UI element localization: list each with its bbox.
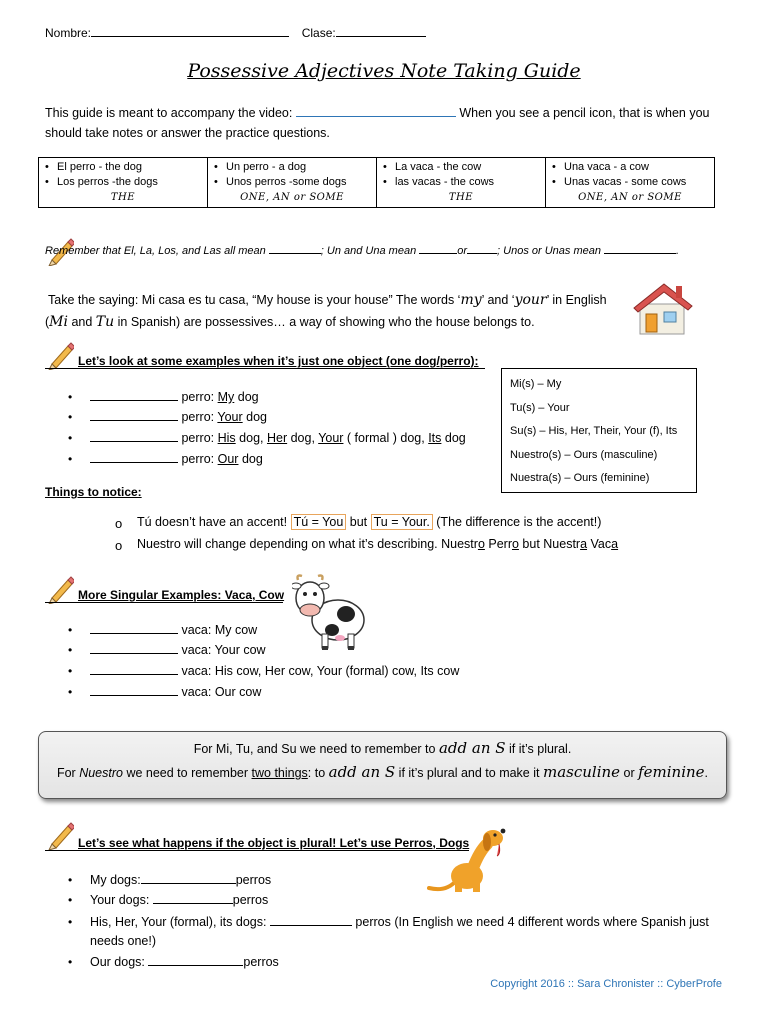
answer-field[interactable] [90, 642, 178, 654]
list-item-continuation: needs one!) [90, 934, 157, 948]
intro-line-2: should take notes or answer the practice questions. [45, 126, 330, 140]
intro-line-1: This guide is meant to accompany the video: When you see a pencil icon, that is when you [45, 106, 710, 120]
reference-item: Nuestra(s) – Ours (feminine) [510, 472, 650, 484]
note-line-2: For Nuestro we need to remember two things: to add an S if it’s plural and to make it masculine or feminine. [56, 763, 709, 781]
notice-item: Tú doesn’t have an accent! Tú = You but Tu = Your. (The difference is the accent!) [137, 515, 602, 529]
reference-box [501, 368, 697, 493]
name-label: Nombre: [45, 26, 92, 40]
vocab-cell: • Una vaca - a cow • Unas vacas - some cows ONE, AN or SOME [546, 158, 715, 208]
answer-field[interactable] [153, 892, 233, 904]
list-item: vaca: Your cow [90, 642, 266, 657]
list-item: vaca: His cow, Her cow, Your (formal) cow, Its cow [90, 663, 459, 678]
reference-item: Su(s) – His, Her, Their, Your (f), Its [510, 425, 678, 437]
vocab-cell: • La vaca - the cow • las vacas - the cows THE [377, 158, 546, 208]
page-title: Possessive Adjectives Note Taking Guide [187, 60, 581, 82]
answer-field[interactable] [90, 389, 178, 401]
notice-heading: Things to notice: [45, 485, 142, 499]
saying-line-1: Take the saying: Mi casa es tu casa, “My house is your house” The words ‘my’ and ‘your’ in English [48, 292, 607, 308]
list-item: My dogs: perros [90, 873, 272, 887]
name-field[interactable] [91, 25, 289, 37]
answer-field[interactable] [604, 242, 676, 254]
list-item: Our dogs: perros [90, 955, 279, 969]
note-line-1: For Mi, Tu, and Su we need to remember to add an S if it’s plural. [193, 739, 572, 757]
notice-item: Nuestro will change depending on what it’s describing. Nuestro Perro but Nuestra Vaca [137, 537, 619, 551]
pencil-icon [44, 574, 74, 604]
list-item: perro: His dog, Her dog, Your ( formal ) dog, Its dog [90, 430, 466, 445]
answer-field[interactable] [90, 409, 178, 421]
answer-field[interactable] [90, 622, 178, 634]
list-item: vaca: Our cow [90, 684, 261, 699]
answer-field[interactable] [148, 954, 243, 966]
answer-field[interactable] [90, 430, 178, 442]
answer-field[interactable] [467, 242, 497, 254]
list-item: vaca: My cow [90, 622, 257, 637]
vocab-cell: • Un perro - a dog • Unos perros -some dogs ONE, AN or SOME [208, 158, 377, 208]
section-rule [45, 368, 485, 369]
list-item: perro: Your dog [90, 409, 267, 424]
section2-heading: More Singular Examples: Vaca, Cow [78, 588, 285, 602]
list-item: His, Her, Your (formal), its dogs: perros (In English we need 4 different words where Spanish just [90, 915, 709, 929]
cow-icon [292, 570, 370, 652]
reference-item: Nuestro(s) – Ours (masculine) [510, 448, 658, 461]
remember-line: Remember that El, La, Los, and Las all mean ; Un and Una mean or ; Unos or Unas mean . [45, 242, 679, 257]
answer-field[interactable] [270, 914, 352, 926]
pencil-icon [44, 820, 74, 850]
vocab-table [38, 157, 715, 208]
video-link-field[interactable] [296, 105, 456, 117]
saying-line-2: (Mi and Tu in Spanish) are possessives… a way of showing who the house belongs to. [45, 314, 535, 330]
dog-icon [425, 822, 511, 894]
reference-item: Mi(s) – My [510, 378, 562, 390]
answer-field[interactable] [269, 242, 321, 254]
answer-field[interactable] [90, 663, 178, 675]
class-field[interactable] [336, 25, 426, 37]
vocab-cell: • El perro - the dog • Los perros -the dogs THE [39, 158, 208, 208]
section-rule [45, 602, 283, 603]
section1-heading: Let’s look at some examples when it’s just one object (one dog/perro): [78, 354, 479, 368]
list-item: Your dogs: perros [90, 893, 269, 907]
list-item: perro: My dog [90, 389, 259, 404]
answer-field[interactable] [90, 684, 178, 696]
answer-field[interactable] [141, 872, 236, 884]
reference-item: Tu(s) – Your [510, 401, 570, 414]
answer-field[interactable] [90, 451, 178, 463]
answer-field[interactable] [419, 242, 457, 254]
section-rule [45, 850, 469, 851]
class-label: Clase: [301, 26, 336, 40]
copyright-footer: Copyright 2016 :: Sara Chronister :: CyberProfe [490, 978, 722, 990]
section3-heading: Let’s see what happens if the object is plural! Let’s use Perros, Dogs [78, 836, 470, 850]
note-box [38, 731, 727, 799]
house-icon [632, 280, 694, 336]
list-item: perro: Our dog [90, 451, 263, 466]
header-row [45, 25, 426, 40]
pencil-icon [44, 340, 74, 370]
